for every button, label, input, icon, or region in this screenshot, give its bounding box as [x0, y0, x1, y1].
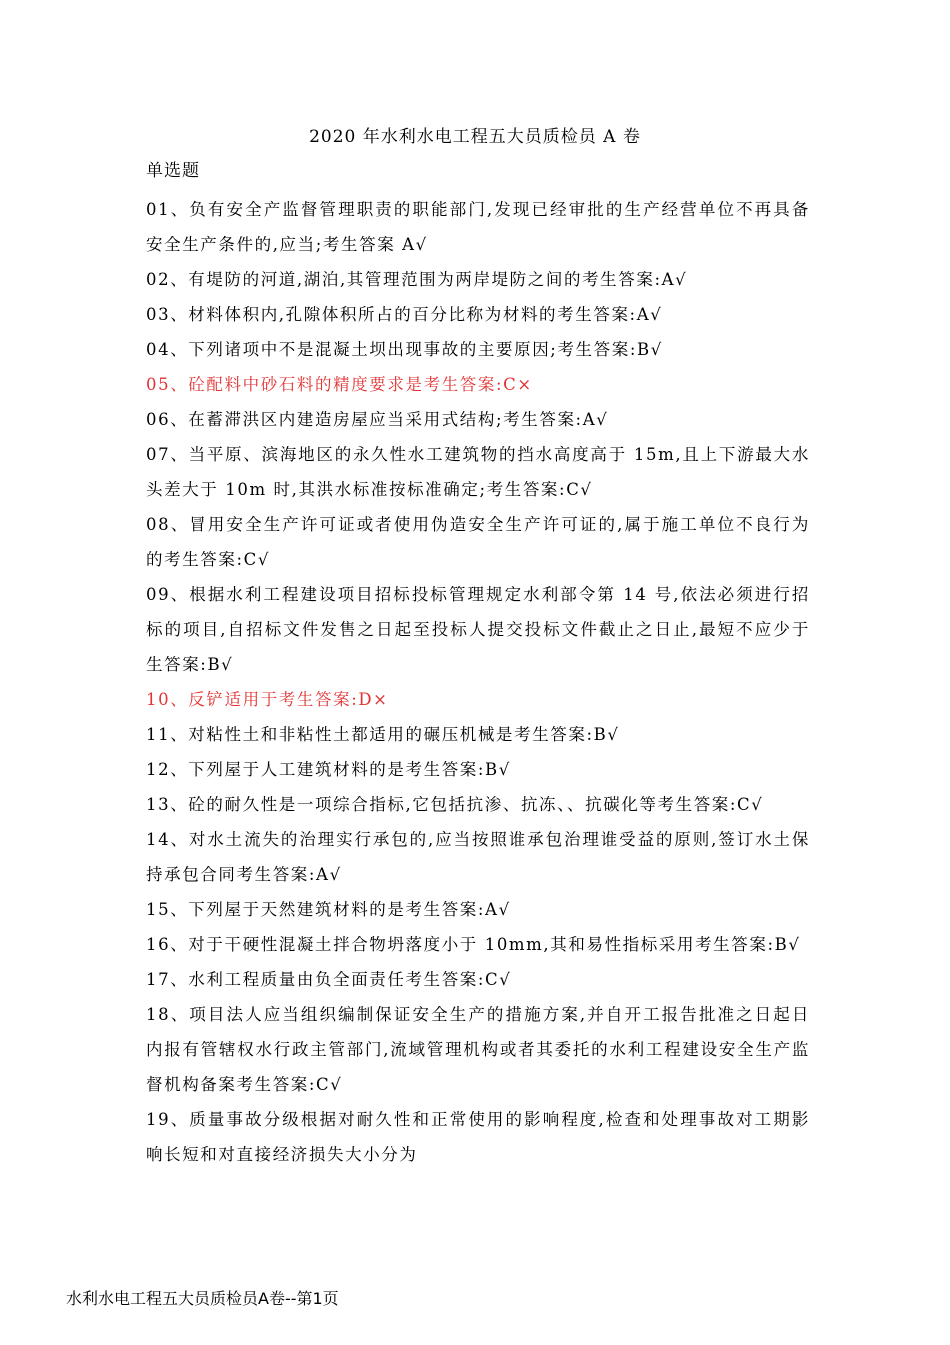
question-item: 01、负有安全产监督管理职责的职能部门,发现已经审批的生产经营单位不再具备安全生产条件的,应当;考生答案 A√	[146, 200, 810, 254]
question-item: 04、下列诸项中不是混凝土坝出现事故的主要原因;考生答案:B√	[146, 340, 663, 359]
question-item: 13、砼的耐久性是一项综合指标,它包括抗渗、抗冻、、抗碳化等考生答案:C√	[146, 795, 764, 814]
question-item: 07、当平原、滨海地区的永久性水工建筑物的挡水高度高于 15m,且上下游最大水头差大于 10m 时,其洪水标准按标准确定;考生答案:C√	[146, 445, 810, 499]
question-item: 12、下列屋于人工建筑材料的是考生答案:B√	[146, 760, 511, 779]
section-heading: 单选题	[146, 161, 200, 181]
question-list	[146, 192, 810, 1172]
question-item: 09、根据水利工程建设项目招标投标管理规定水利部令第 14 号,依法必须进行招标的项目,自招标文件发售之日起至投标人提交投标文件截止之日止,最短不应少于生答案:B√	[146, 585, 810, 674]
page-footer: 水利水电工程五大员质检员A卷--第1页	[66, 1289, 339, 1308]
question-item: 08、冒用安全生产许可证或者使用伪造安全生产许可证的,属于施工单位不良行为的考生答案:C√	[146, 515, 810, 569]
question-item: 15、下列屋于天然建筑材料的是考生答案:A√	[146, 900, 511, 919]
question-item: 14、对水土流失的治理实行承包的,应当按照谁承包治理谁受益的原则,签订水土保持承包合同考生答案:A√	[146, 830, 810, 884]
question-item: 10、反铲适用于考生答案:D×	[146, 690, 389, 709]
question-item: 02、有堤防的河道,湖泊,其管理范围为两岸堤防之间的考生答案:A√	[146, 270, 688, 289]
question-item: 06、在蓄滞洪区内建造房屋应当采用式结构;考生答案:A√	[146, 410, 609, 429]
document-title: 2020 年水利水电工程五大员质检员 A 卷	[309, 127, 641, 147]
question-item: 16、对于干硬性混凝土拌合物坍落度小于 10mm,其和易性指标采用考生答案:B√	[146, 935, 801, 954]
question-item: 18、项目法人应当组织编制保证安全生产的措施方案,并自开工报告批准之日起日内报有管辖权水行政主管部门,流域管理机构或者其委托的水利工程建设安全生产监督机构备案考生答案:C√	[146, 1005, 810, 1094]
question-item: 05、砼配料中砂石料的精度要求是考生答案:C×	[146, 375, 533, 394]
question-item: 17、水利工程质量由负全面责任考生答案:C√	[146, 970, 512, 989]
question-item: 11、对粘性土和非粘性土都适用的碾压机械是考生答案:B√	[146, 725, 620, 744]
question-item: 03、材料体积内,孔隙体积所占的百分比称为材料的考生答案:A√	[146, 305, 663, 324]
question-item: 19、质量事故分级根据对耐久性和正常使用的影响程度,检查和处理事故对工期影响长短和对直接经济损失大小分为	[146, 1110, 810, 1164]
